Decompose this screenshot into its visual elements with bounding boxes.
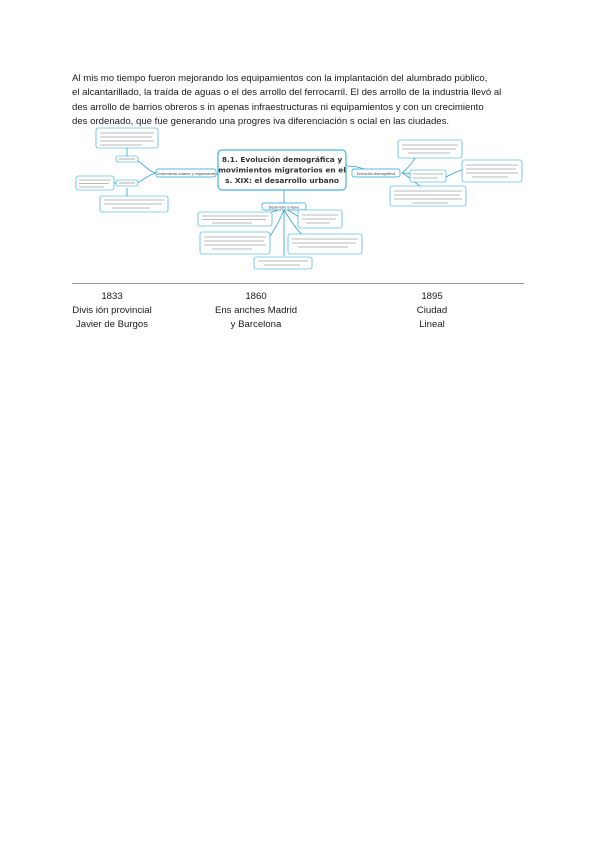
mind-map-node (410, 170, 446, 182)
central-title-line: 8.1. Evolución demográfica y (221, 155, 343, 164)
mind-map-node (254, 257, 312, 269)
event-label: Lineal (419, 319, 445, 330)
mind-map-node (200, 232, 270, 254)
event-year: 1895 (421, 291, 443, 302)
mind-map-node (198, 212, 272, 226)
left-branch-label: Crecimiento urbano y migraciones (156, 172, 216, 176)
event-label: y Barcelona (230, 319, 282, 330)
right-branch-label: Evolución demográfica (356, 172, 396, 176)
timeline-rule (72, 283, 524, 284)
mind-map-node (288, 234, 362, 254)
bottom-branch-label: Desarrollo urbano (268, 205, 300, 210)
mind-map-node (462, 160, 522, 182)
central-title-line: movimientos migratorios en el (218, 165, 346, 175)
event-year: 1833 (101, 291, 123, 302)
central-title-line: s. XIX: el desarrollo urbano (225, 176, 339, 185)
mind-map-node (76, 176, 114, 190)
timeline-event-1860 (196, 290, 316, 332)
event-year: 1860 (245, 291, 267, 302)
body-paragraph (72, 72, 524, 130)
paragraph-line: des ordenado, que fue generando una progres iva diferenciación s ocial en las ciudades. (72, 116, 450, 128)
paragraph-line: Al mis mo tiempo fueron mejorando los equipamientos con la implantación del alumbrado público, (72, 73, 488, 84)
paragraph-line: des arrollo de barrios obreros s in apenas infraestructuras ni equipamientos y con un crecimiento (72, 101, 484, 113)
timeline-event-1895 (372, 290, 492, 332)
mind-map-diagram (72, 126, 524, 274)
timeline-event-1833 (52, 290, 172, 332)
event-label: Ciudad (416, 305, 448, 316)
event-label: Divis ión provincial (72, 305, 152, 316)
paragraph-line: el alcantarillado, la traída de aguas o el des arrollo del ferrocarril. El des arrollo de la industria llevó al (72, 87, 502, 99)
event-label: Javier de Burgos (76, 319, 148, 330)
event-label: Ens anches Madrid (214, 305, 298, 316)
